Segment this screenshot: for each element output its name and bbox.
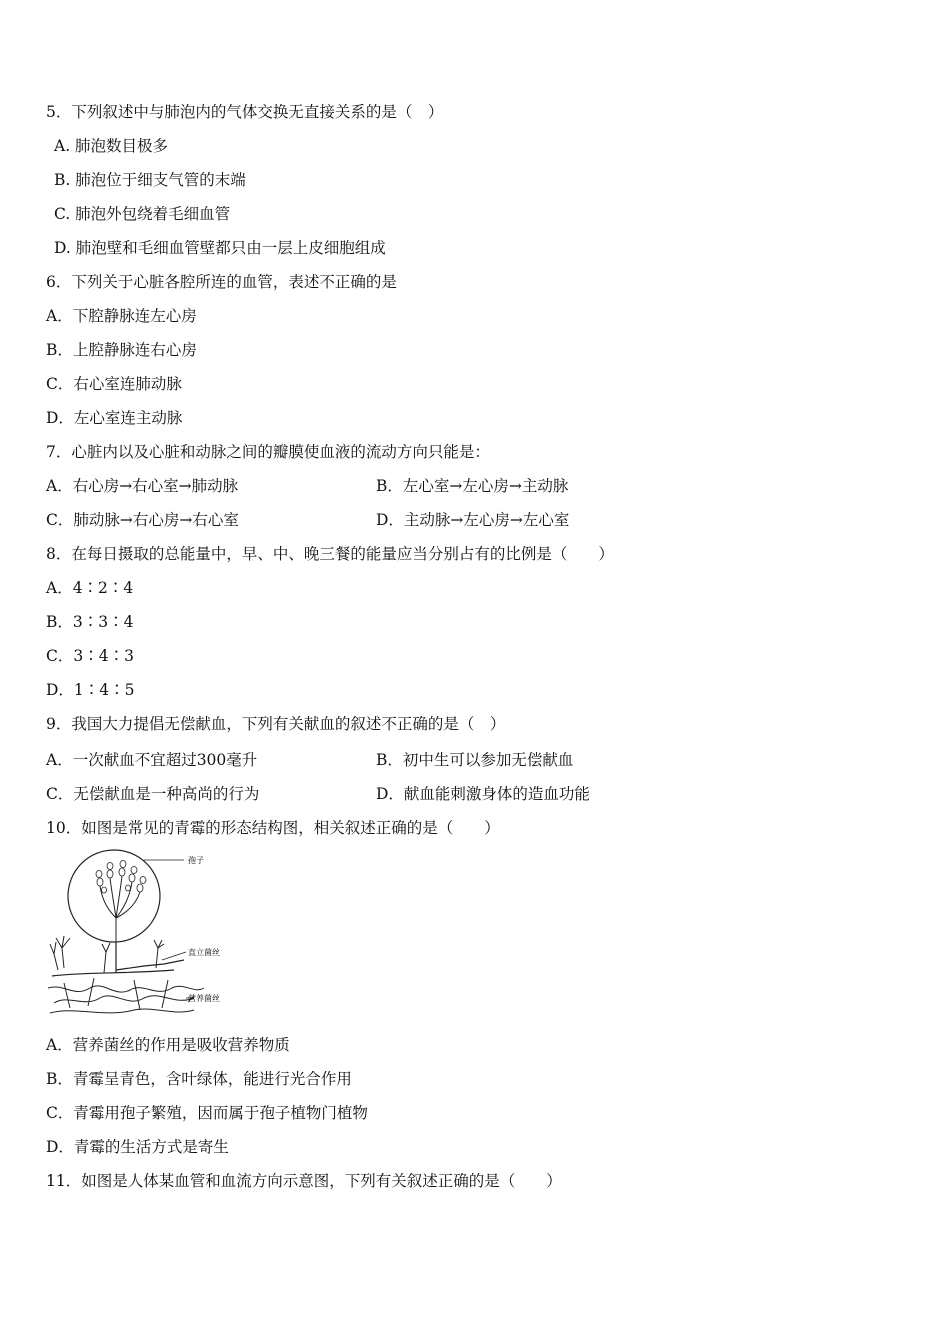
q11-stem: 11．如图是人体某血管和血流方向示意图，下列有关叙述正确的是（ ） bbox=[46, 1172, 562, 1190]
penicillium-structure-figure bbox=[44, 848, 244, 1023]
q5-option-b: B. 肺泡位于细支气管的末端 bbox=[54, 171, 246, 189]
figure-label-upright-hyphae: 直立菌丝 bbox=[188, 948, 220, 957]
q8-stem: 8．在每日摄取的总能量中，早、中、晚三餐的能量应当分别占有的比例是（ ） bbox=[46, 545, 614, 563]
q9-option-c: C．无偿献血是一种高尚的行为 bbox=[46, 785, 260, 803]
q5-stem: 5．下列叙述中与肺泡内的气体交换无直接关系的是（ ） bbox=[46, 103, 444, 121]
figure-label-spore: 孢子 bbox=[188, 856, 204, 865]
q5-option-d: D. 肺泡壁和毛细血管壁都只由一层上皮细胞组成 bbox=[54, 239, 386, 257]
q8-option-c: C．3∶4∶3 bbox=[46, 647, 134, 665]
q5-option-a: A. 肺泡数目极多 bbox=[54, 137, 169, 155]
q9-option-a: A．一次献血不宜超过300毫升 bbox=[46, 751, 258, 769]
q8-option-d: D．1∶4∶5 bbox=[46, 681, 135, 699]
q10-option-d: D．青霉的生活方式是寄生 bbox=[46, 1138, 229, 1156]
q10-option-a: A．营养菌丝的作用是吸收营养物质 bbox=[46, 1036, 290, 1054]
q6-option-c: C．右心室连肺动脉 bbox=[46, 375, 182, 393]
q6-option-d: D．左心室连主动脉 bbox=[46, 409, 183, 427]
q7-option-a: A．右心房→右心室→肺动脉 bbox=[46, 477, 239, 495]
magnification-circle bbox=[68, 850, 160, 942]
q7-stem: 7．心脏内以及心脏和动脉之间的瓣膜使血液的流动方向只能是： bbox=[46, 443, 490, 461]
q10-option-c: C．青霉用孢子繁殖，因而属于孢子植物门植物 bbox=[46, 1104, 368, 1122]
q7-option-b: B．左心室→左心房→主动脉 bbox=[376, 477, 569, 495]
q7-option-c: C．肺动脉→右心房→右心室 bbox=[46, 511, 239, 529]
q9-stem: 9．我国大力提倡无偿献血，下列有关献血的叙述不正确的是（ ） bbox=[46, 715, 506, 733]
q6-option-a: A．下腔静脉连左心房 bbox=[46, 307, 197, 325]
q8-option-a: A．4∶2∶4 bbox=[46, 579, 134, 597]
figure-label-nutrient-hyphae: 营养菌丝 bbox=[188, 994, 220, 1003]
q9-option-d: D．献血能刺激身体的造血功能 bbox=[376, 785, 590, 803]
q6-stem: 6．下列关于心脏各腔所连的血管，表述不正确的是 bbox=[46, 273, 397, 291]
q10-stem: 10．如图是常见的青霉的形态结构图，相关叙述正确的是（ ） bbox=[46, 819, 500, 837]
spore-chains bbox=[96, 861, 146, 894]
q6-option-b: B．上腔静脉连右心房 bbox=[46, 341, 197, 359]
q9-option-b: B．初中生可以参加无偿献血 bbox=[376, 751, 574, 769]
q5-option-c: C. 肺泡外包绕着毛细血管 bbox=[54, 205, 231, 223]
q10-option-b: B．青霉呈青色，含叶绿体，能进行光合作用 bbox=[46, 1070, 352, 1088]
q7-option-d: D．主动脉→左心房→左心室 bbox=[376, 511, 570, 529]
q8-option-b: B．3∶3∶4 bbox=[46, 613, 134, 631]
